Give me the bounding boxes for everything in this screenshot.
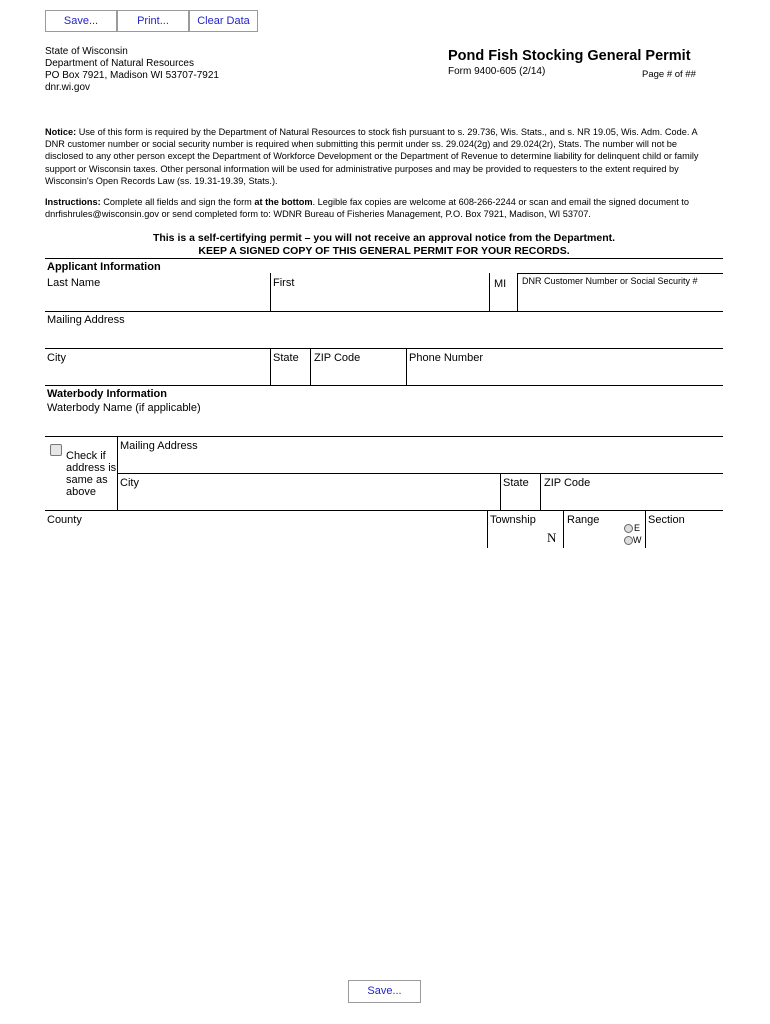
waterbody-name-label: Waterbody Name (if applicable) (47, 402, 201, 414)
customer-divider (517, 273, 518, 311)
notice-text: Use of this form is required by the Department of Natural Resources to stock fish pursuant to s. 29.736, Wis. Stats., and s. NR 19.05, Wis. Adm. Code. A DNR customer number or social security number is required when submitting this permit under ss. 29.024(2g) and 29.024(2r), Stats. The number will not be disclosed to any other person except the Department of Workforce Development or the Department of Revenue to determine liability for delinquent child or family support or Wisconsin taxes. Other personal information will be used for administrative purposes and may be provided to requesters to the extent required by Wisconsin's Open Records Law (ss. 19.31-19.39, Stats.). (45, 127, 699, 186)
banner-line-2: KEEP A SIGNED COPY OF THIS GENERAL PERMIT FOR YOUR RECORDS. (198, 244, 570, 257)
first-divider (270, 273, 271, 311)
form-number: Form 9400-605 (2/14) (448, 66, 546, 77)
township-label: Township (490, 514, 536, 526)
clear-data-button[interactable]: Clear Data (189, 10, 258, 32)
range-label: Range (567, 514, 600, 526)
instructions-paragraph (45, 196, 717, 220)
notice-label: Notice: (45, 127, 77, 137)
township-north-suffix: N (547, 530, 557, 545)
row3-bottom (45, 385, 723, 386)
agency-website: dnr.wi.gov (45, 82, 91, 93)
agency-department: Department of Natural Resources (45, 58, 194, 69)
last-name-label: Last Name (47, 277, 101, 289)
waterbody-city-bottom (45, 510, 723, 511)
waterbody-state-label: State (503, 477, 529, 489)
same-address-checkbox[interactable] (50, 444, 62, 456)
waterbody-zip-label: ZIP Code (544, 477, 591, 489)
applicant-zip-label: ZIP Code (314, 352, 361, 364)
instructions-text-1: Complete all fields and sign the form (100, 197, 255, 207)
waterbody-mailing-label: Mailing Address (120, 440, 198, 452)
phone-divider (406, 348, 407, 385)
applicant-city-label: City (47, 352, 66, 364)
range-west-radio[interactable] (624, 536, 633, 545)
applicant-divider (45, 258, 723, 259)
agency-address: PO Box 7921, Madison WI 53707-7921 (45, 70, 219, 81)
save-button[interactable]: Save... (45, 10, 117, 32)
waterbody-heading: Waterbody Information (47, 388, 167, 400)
instructions-text-2: . Legible fax copies are welcome at 608-266-2244 or scan and email the signed document to dnrfishrules@wisconsin.gov or send completed form to: WDNR Bureau of Fisheries Management, P.O. Box 7921, Madison, WI 53707. (45, 197, 689, 220)
waterbody-name-bottom (45, 436, 723, 437)
customer-top-line (517, 273, 723, 274)
row2-bottom (45, 348, 723, 349)
first-name-label: First (273, 277, 295, 289)
range-divider (563, 510, 564, 548)
mi-label: MI (494, 278, 507, 290)
section-label: Section (648, 514, 685, 526)
waterbody-city-label: City (120, 477, 139, 489)
range-west-label: W (633, 535, 642, 545)
customer-number-label: DNR Customer Number or Social Security # (522, 276, 698, 286)
section-divider (645, 510, 646, 548)
notice-paragraph (45, 126, 717, 187)
range-east-label: E (634, 523, 641, 533)
waterbody-zip-divider (540, 473, 541, 510)
instructions-label: Instructions: (45, 197, 101, 207)
phone-label: Phone Number (409, 352, 483, 364)
range-east-radio[interactable] (624, 524, 633, 533)
applicant-heading: Applicant Information (47, 261, 161, 273)
waterbody-mailing-bottom (117, 473, 723, 474)
same-address-checkbox-label: Check if address is same as above (66, 450, 117, 498)
applicant-state-label: State (273, 352, 299, 364)
footer-save-button[interactable]: Save... (348, 980, 421, 1003)
self-certify-banner (45, 232, 723, 257)
page-number: Page # of ## (642, 69, 696, 80)
zip-divider (310, 348, 311, 385)
form-title: Pond Fish Stocking General Permit (448, 48, 691, 64)
mi-divider (489, 273, 490, 311)
instructions-bold: at the bottom (254, 197, 313, 207)
agency-state: State of Wisconsin (45, 46, 128, 57)
applicant-mailing-label: Mailing Address (47, 314, 125, 326)
state-divider (270, 348, 271, 385)
waterbody-state-divider (500, 473, 501, 510)
agency-block (45, 46, 219, 94)
print-button[interactable]: Print... (117, 10, 189, 32)
row1-bottom (45, 311, 723, 312)
banner-line-1: This is a self-certifying permit – you will not receive an approval notice from the Department. (152, 232, 616, 244)
township-divider (487, 510, 488, 548)
county-label: County (47, 514, 82, 526)
